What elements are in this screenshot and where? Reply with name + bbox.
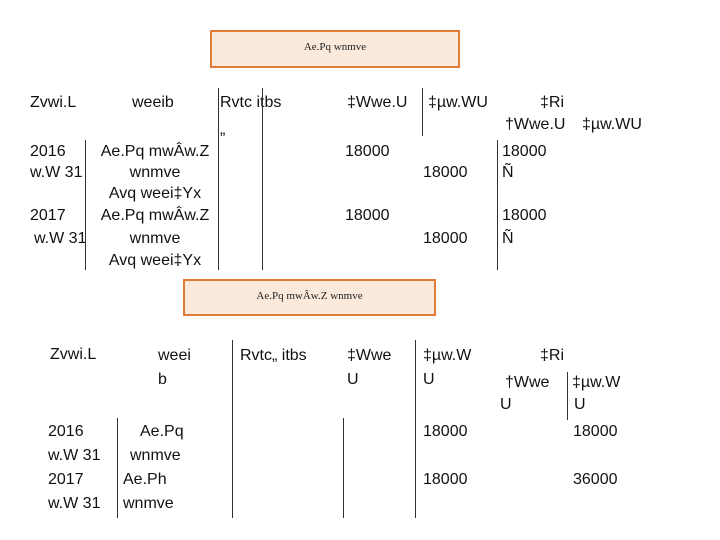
t1-row2-debit: 18000	[345, 207, 390, 224]
t1-row1-desc-line2: wnmve	[129, 164, 181, 181]
t2-header-balance: ‡Ri	[540, 347, 565, 364]
t2-row1-credit: 18000	[423, 423, 468, 440]
t1-divider	[218, 88, 219, 270]
t1-divider	[422, 88, 423, 136]
t1-row2-desc-line1: Ae.Pq mwÂw.Z	[100, 207, 210, 224]
t1-row2-date-day: w.W 31	[34, 230, 87, 247]
t1-divider	[497, 140, 498, 270]
t2-header-credit-line1: ‡µw.W	[423, 347, 472, 364]
t1-header-credit: ‡µw.WU	[428, 94, 488, 111]
t2-row2-desc-line2: wnmve	[123, 495, 174, 512]
t2-divider	[415, 340, 416, 518]
t1-row1-debit: 18000	[345, 143, 390, 160]
t2-row1-desc-line1: Ae.Pq	[140, 423, 184, 440]
t2-row2-desc-line1: Ae.Ph	[123, 471, 167, 488]
t1-row1-desc-line3: Avq weei‡Yx	[108, 185, 202, 202]
t2-divider	[117, 418, 118, 518]
t2-header-desc-line1: weei	[158, 347, 191, 364]
t2-header-balance-cr-line1: ‡µw.W	[572, 374, 621, 391]
t1-row1-balance: 18000	[502, 143, 547, 160]
t1-row1-balance-mark: Ñ	[502, 164, 514, 181]
t1-row1-credit: 18000	[423, 164, 468, 181]
t1-header-balance-cr: ‡µw.WU	[582, 116, 642, 133]
t1-header-balance-dr: †Wwe.U	[505, 116, 566, 133]
t2-divider	[343, 418, 344, 518]
t1-row2-desc-line2: wnmve	[129, 230, 181, 247]
t2-row1-date-day: w.W 31	[48, 447, 101, 464]
t2-header-balance-cr-line2: U	[574, 396, 586, 413]
t1-row1-date-year: 2016	[30, 143, 66, 160]
t1-row2-desc-line3: Avq weei‡Yx	[108, 252, 202, 269]
t2-header-debit-line2: U	[347, 371, 359, 388]
t1-row1-desc-line1: Ae.Pq mwÂw.Z	[100, 143, 210, 160]
t2-row2-date-day: w.W 31	[48, 495, 101, 512]
t2-row2-credit: 18000	[423, 471, 468, 488]
t2-header-debit-line1: ‡Wwe	[347, 347, 392, 364]
t2-header-credit-line2: U	[423, 371, 435, 388]
t1-header-folio: Rvtc itbs	[220, 94, 282, 111]
t1-divider	[262, 88, 263, 270]
t2-row1-date-year: 2016	[48, 423, 84, 440]
t2-row2-balance: 36000	[573, 471, 618, 488]
t1-row2-credit: 18000	[423, 230, 468, 247]
table2-title-box	[183, 279, 436, 316]
t2-row1-desc-line2: wnmve	[130, 447, 181, 464]
t1-row2-date-year: 2017	[30, 207, 66, 224]
t2-header-folio: Rvtc„ itbs	[240, 347, 307, 364]
t1-header-debit: ‡Wwe.U	[347, 94, 408, 111]
t1-header-balance: ‡Ri	[540, 94, 565, 111]
t2-row2-date-year: 2017	[48, 471, 84, 488]
t1-row2-balance: 18000	[502, 207, 547, 224]
t1-row2-balance-mark: Ñ	[502, 230, 514, 247]
t1-divider	[85, 140, 86, 270]
table1-title-box	[210, 30, 460, 68]
t2-header-balance-dr-line1: †Wwe	[505, 374, 550, 391]
t1-row1-date-day: w.W 31	[30, 164, 83, 181]
table2-title: Ae.Pq mwÂw.Z wnmve	[256, 290, 363, 302]
t1-header-folio-mark: „	[220, 121, 226, 138]
t2-divider	[232, 340, 233, 518]
t2-header-desc-line2: b	[158, 371, 167, 388]
t2-header-date: Zvwi.L	[50, 346, 97, 363]
t1-header-date: Zvwi.L	[30, 94, 77, 111]
t1-header-desc: weeib	[132, 94, 174, 111]
t2-row1-balance: 18000	[573, 423, 618, 440]
table1-title: Ae.Pq wnmve	[303, 41, 367, 53]
t2-header-balance-dr-line2: U	[500, 396, 512, 413]
t2-divider	[567, 372, 568, 420]
